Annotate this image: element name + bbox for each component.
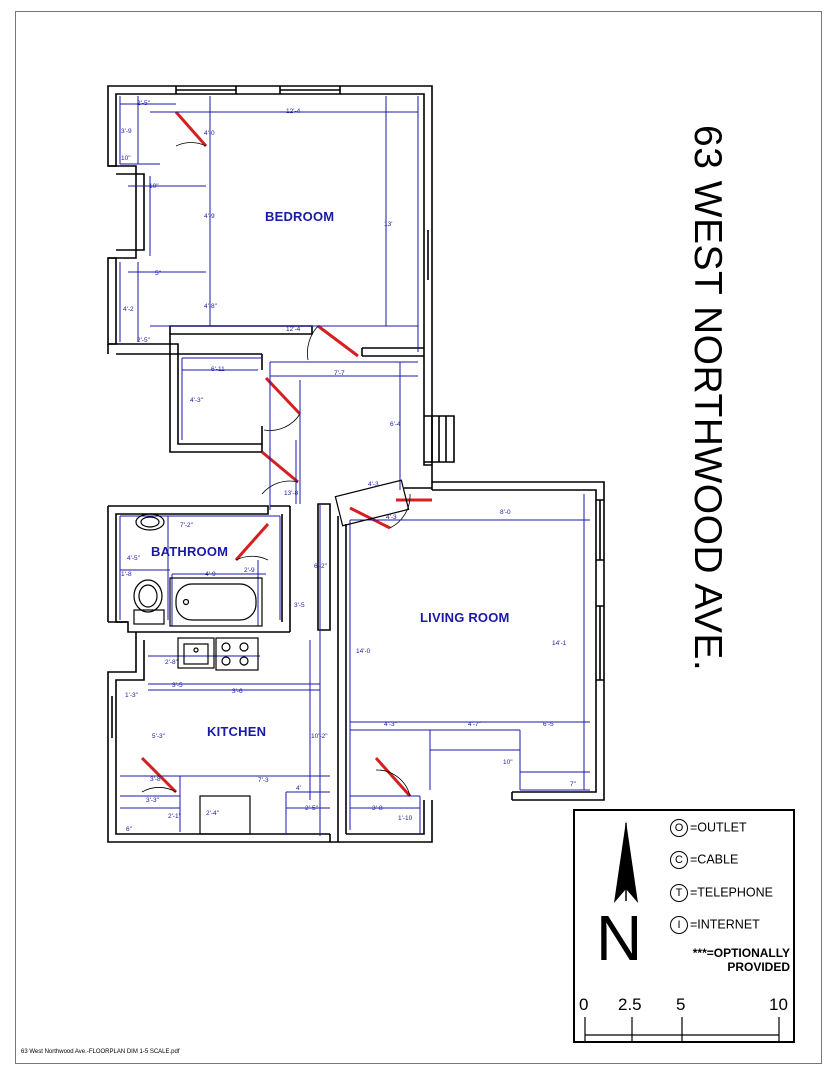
- legend-item-outlet: [670, 817, 747, 837]
- dimension-label: 14'-0: [356, 648, 371, 655]
- dimension-label: 5'-3": [152, 733, 165, 740]
- dimension-label: 13'-8: [284, 490, 299, 497]
- dimension-label: 7": [570, 781, 576, 788]
- legend-label: =OUTLET: [690, 820, 747, 835]
- dimension-label: 3'-3": [146, 797, 159, 804]
- dimension-label: 7'-3: [258, 777, 269, 784]
- room-label-kitchen: KITCHEN: [207, 724, 267, 739]
- dimension-label: 3'-5: [294, 602, 305, 609]
- north-arrow-icon: [606, 817, 646, 903]
- dimension-label: 4'-8": [204, 303, 217, 310]
- outlet-icon: O: [670, 819, 688, 837]
- dimension-label: 2'-5": [305, 805, 318, 812]
- fixtures: [134, 480, 409, 834]
- dimension-label: 4'-7": [468, 721, 481, 728]
- scale-label-2-5: 2.5: [618, 995, 642, 1014]
- legend-label: =CABLE: [690, 852, 739, 867]
- dimension-label: 4'-2: [123, 306, 134, 313]
- dimension-label: 4'-5": [127, 555, 140, 562]
- dimension-label: 2'-4": [206, 810, 219, 817]
- dimension-label: 3'-9: [121, 128, 132, 135]
- dimension-label: 10'-2": [311, 733, 328, 740]
- cable-icon: C: [670, 851, 688, 869]
- optional-note-line2: PROVIDED: [727, 960, 790, 974]
- dimension-label: 6": [126, 826, 132, 833]
- dimension-label: 14'-1: [552, 640, 567, 647]
- legend-label: =TELEPHONE: [690, 885, 774, 900]
- dimension-lines: [120, 96, 590, 836]
- dimension-label: 13': [384, 221, 393, 228]
- walls: [108, 86, 604, 842]
- dimension-label: 4': [296, 785, 301, 792]
- dimension-label: 4'-9: [205, 571, 216, 578]
- legend-item-internet: [670, 914, 760, 934]
- legend-item-cable: [670, 849, 738, 869]
- dimension-label: 2'-8": [165, 659, 178, 666]
- dimension-label: 10": [503, 759, 513, 766]
- dimension-label: 6'-4: [390, 421, 401, 428]
- dimension-label: 10": [149, 183, 159, 190]
- room-label-living-room: LIVING ROOM: [420, 610, 510, 625]
- dimension-label: 6'-11: [211, 366, 225, 373]
- optional-note-line1: ***=OPTIONALLY: [692, 946, 790, 960]
- dimension-label: 4'-3: [386, 514, 397, 521]
- file-name-footer: 63 West Northwood Ave.-FLOORPLAN DIM 1-5 SCALE.pdf: [21, 1049, 180, 1055]
- legend-box: [573, 809, 795, 1043]
- dimension-label: 2'-9: [244, 567, 255, 574]
- legend-label: =INTERNET: [690, 917, 760, 932]
- scale-label-0: 0: [579, 995, 589, 1014]
- scale-label-10: 10: [769, 995, 788, 1014]
- internet-icon: I: [670, 916, 688, 934]
- dimension-label: 4'-3": [190, 397, 203, 404]
- dimension-label: 10": [121, 155, 131, 162]
- dimension-label: 4'-3: [368, 481, 379, 488]
- optional-note: [672, 946, 790, 974]
- north-letter: N: [596, 902, 643, 974]
- dimension-label: 3'-8: [372, 805, 383, 812]
- dimension-label: 4'-0: [204, 130, 215, 137]
- dimension-label: 7'-7: [334, 370, 345, 377]
- page-title: 63 WEST NORTHWOOD AVE.: [686, 125, 729, 672]
- dimension-label: 6'-5: [543, 721, 554, 728]
- room-label-bathroom: BATHROOM: [151, 544, 229, 559]
- dimension-label: 4'-3": [384, 721, 397, 728]
- dimension-label: 1'-8: [121, 571, 132, 578]
- dimension-label: 12'-4: [286, 108, 301, 115]
- dimension-label: 5": [155, 270, 161, 277]
- scale-bar: [575, 1011, 797, 1051]
- door-swings: [142, 143, 410, 796]
- room-label-bedroom: BEDROOM: [265, 209, 335, 224]
- dimension-label: 2'-5": [137, 100, 150, 107]
- dimension-label: 7'-2": [180, 522, 193, 529]
- dimension-label: 1'-10: [398, 815, 413, 822]
- dimension-label: 8'-0: [500, 509, 511, 516]
- dimension-label: 4'-9: [204, 213, 215, 220]
- scale-label-5: 5: [676, 995, 686, 1014]
- dimension-label: 1'-3": [125, 692, 138, 699]
- dimension-label: 12'-4: [286, 326, 301, 333]
- legend-item-telephone: [670, 882, 773, 902]
- dimension-label: 6'-2": [314, 563, 327, 570]
- dimension-label: 3'-8: [150, 776, 161, 783]
- dimension-label: 3'-5: [172, 682, 183, 689]
- dimension-label: 2'-5": [137, 337, 150, 344]
- telephone-icon: T: [670, 884, 688, 902]
- dimension-label: 3'-6: [232, 688, 243, 695]
- dimension-label: 2'-1": [168, 813, 181, 820]
